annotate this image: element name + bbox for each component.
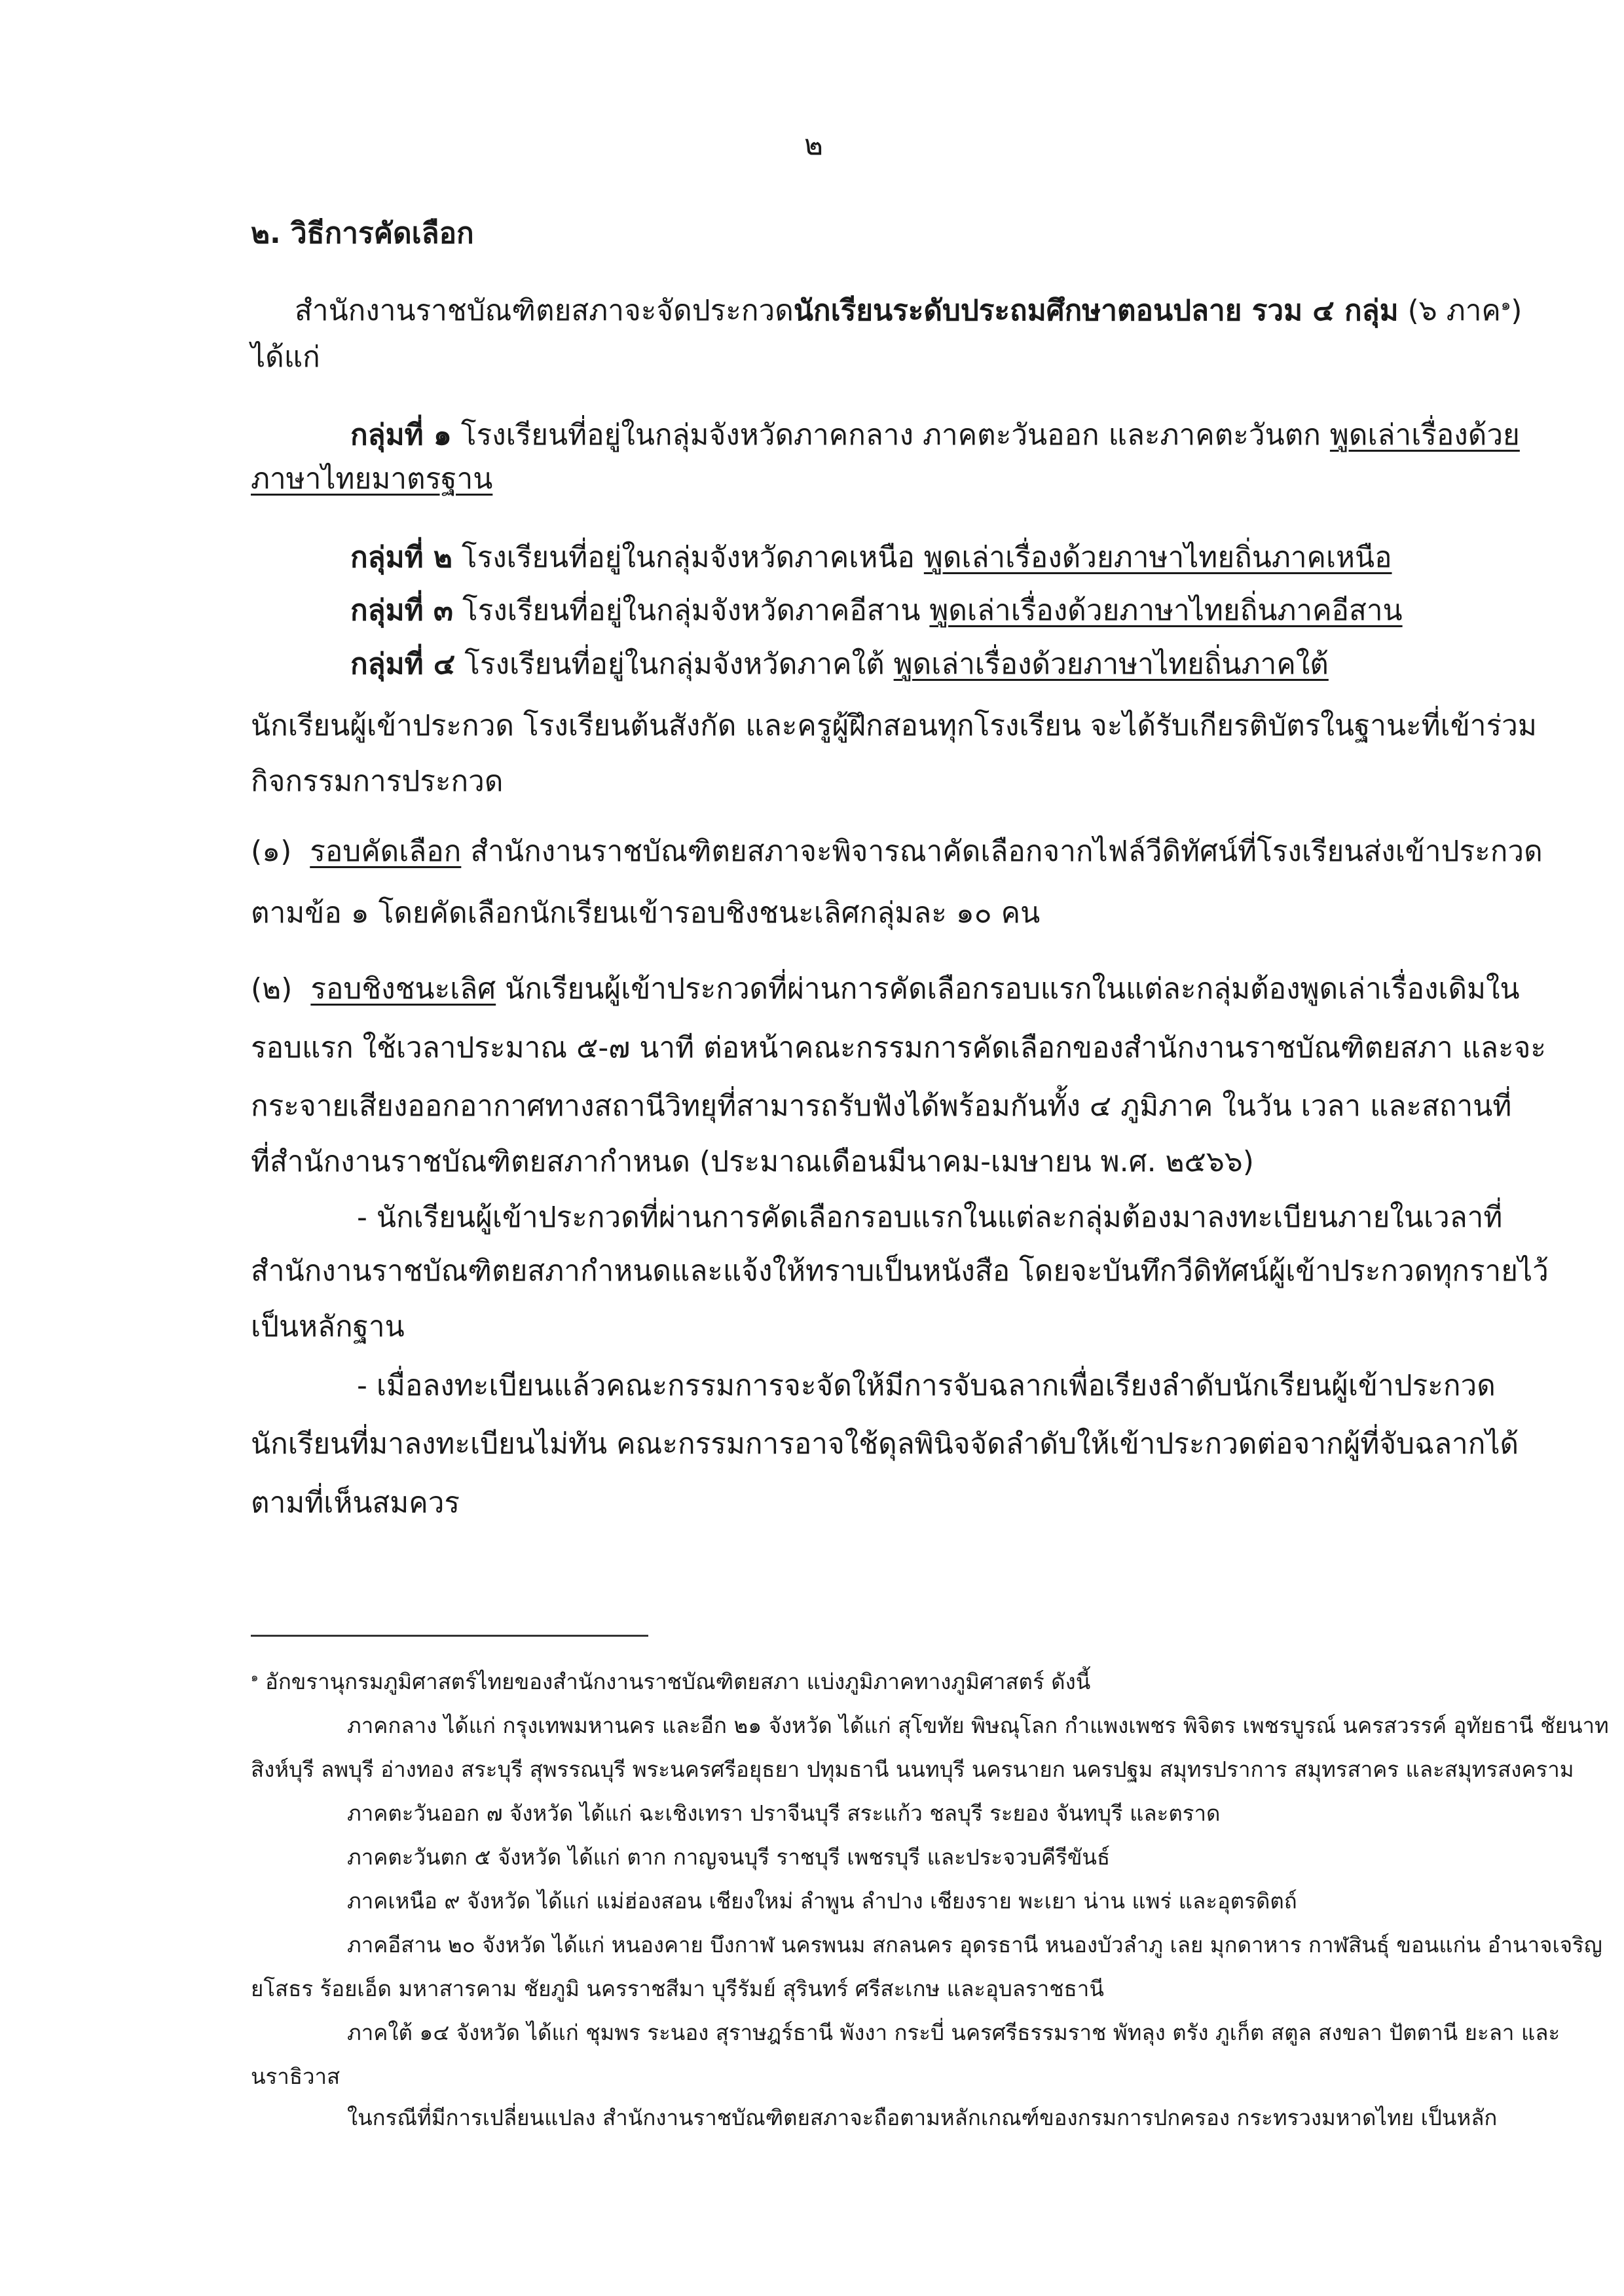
page-number: ๒	[804, 128, 824, 162]
round-text: สำนักงานราชบัณฑิตยสภาจะพิจารณาคัดเลือกจากไฟล์วีดิทัศน์ที่โรงเรียนส่งเข้าประกวด	[461, 835, 1543, 868]
footnote-east: ภาคตะวันออก ๗ จังหวัด ได้แก่ ฉะเชิงเทรา ปราจีนบุรี สระแก้ว ชลบุรี ระยอง จันทบุรี และตราด	[347, 1800, 1221, 1826]
group-text: โรงเรียนที่อยู่ในกลุ่มจังหวัดภาคกลาง ภาคตะวันออก และภาคตะวันตก	[451, 418, 1330, 452]
group-1-item	[350, 418, 1520, 452]
round-title: รอบชิงชนะเลิศ	[310, 972, 496, 1006]
group-speech-type-cont: ภาษาไทยมาตรฐาน	[251, 462, 493, 496]
bullet-2-line-2: นักเรียนที่มาลงทะเบียนไม่ทัน คณะกรรมการอาจใช้ดุลพินิจจัดลำดับให้เข้าประกวดต่อจากผู้ที่จับฉลากได้	[251, 1427, 1519, 1461]
group-speech-type: พูดเล่าเรื่องด้วยภาษาไทยถิ่นภาคเหนือ	[923, 541, 1392, 574]
intro-paren-close: )	[1511, 294, 1522, 327]
bullet-1-line-2: สำนักงานราชบัณฑิตยสภากำหนดและแจ้งให้ทราบเป็นหนังสือ โดยจะบันทึกวีดิทัศน์ผู้เข้าประกวดทุกรายไว้	[251, 1254, 1549, 1288]
round-number: (๒)	[251, 972, 293, 1006]
round-number: (๑)	[251, 835, 292, 868]
certificate-line-2: กิจกรรมการประกวด	[251, 765, 504, 798]
intro-text: สำนักงานราชบัณฑิตยสภาจะจัดประกวด	[295, 294, 794, 327]
intro-bold-text: นักเรียนระดับประถมศึกษาตอนปลาย รวม ๔ กลุ่ม	[793, 294, 1399, 327]
round-1-line-1	[251, 837, 1543, 866]
footnote-north: ภาคเหนือ ๙ จังหวัด ได้แก่ แม่ฮ่องสอน เชียงใหม่ ลำพูน ลำปาง เชียงราย พะเยา น่าน แพร่ และอุตรดิตถ์	[347, 1888, 1297, 1914]
group-text: โรงเรียนที่อยู่ในกลุ่มจังหวัดภาคใต้	[455, 647, 894, 681]
footnote-intro	[251, 1671, 1090, 1692]
intro-paragraph	[295, 294, 1522, 327]
group-speech-type: พูดเล่าเรื่องด้วยภาษาไทยถิ่นภาคอีสาน	[929, 594, 1403, 627]
group-text: โรงเรียนที่อยู่ในกลุ่มจังหวัดภาคอีสาน	[453, 594, 930, 627]
round-1-line-2: ตามข้อ ๑ โดยคัดเลือกนักเรียนเข้ารอบชิงชนะเลิศกลุ่มละ ๑๐ คน	[251, 896, 1041, 930]
round-text: นักเรียนผู้เข้าประกวดที่ผ่านการคัดเลือกรอบแรกในแต่ละกลุ่มต้องพูดเล่าเรื่องเดิมใน	[496, 972, 1520, 1006]
intro-paren-text: (๖ ภาค	[1398, 294, 1501, 327]
group-speech-type: พูดเล่าเรื่องด้วย	[1329, 418, 1520, 452]
footnote-west: ภาคตะวันตก ๕ จังหวัด ได้แก่ ตาก กาญจนบุรี ราชบุรี เพชรบุรี และประจวบคีรีขันธ์	[347, 1844, 1111, 1870]
group-label: กลุ่มที่ ๓	[350, 594, 454, 627]
intro-line-2: ได้แก่	[251, 340, 320, 374]
group-4-item	[350, 647, 1329, 681]
certificate-line-1: นักเรียนผู้เข้าประกวด โรงเรียนต้นสังกัด และครูผู้ฝึกสอนทุกโรงเรียน จะได้รับเกียรติบัตรในฐานะที่เข้าร่วม	[251, 709, 1537, 742]
bullet-1-line-1: - นักเรียนผู้เข้าประกวดที่ผ่านการคัดเลือกรอบแรกในแต่ละกลุ่มต้องมาลงทะเบียนภายในเวลาที่	[357, 1201, 1503, 1234]
round-2-line-1	[251, 972, 1520, 1006]
group-label: กลุ่มที่ ๑	[350, 418, 452, 452]
footnote-south-1: ภาคใต้ ๑๔ จังหวัด ได้แก่ ชุมพร ระนอง สุราษฎร์ธานี พังงา กระบี่ นครศรีธรรมราช พัทลุง ตรัง ภูเก็ต สตูล สงขลา ปัตตานี ยะลา และ	[347, 2020, 1560, 2045]
footnote-change-note: ในกรณีที่มีการเปลี่ยนแปลง สำนักงานราชบัณฑิตยสภาจะถือตามหลักเกณฑ์ของกรมการปกครอง กระทรวงมหาดไทย เป็นหลัก	[347, 2105, 1498, 2130]
footnote-central-1: ภาคกลาง ได้แก่ กรุงเทพมหานคร และอีก ๒๑ จังหวัด ได้แก่ สุโขทัย พิษณุโลก กำแพงเพชร พิจิตร เพชรบูรณ์ นครสวรรค์ อุทัยธานี ชัยนาท	[347, 1713, 1609, 1738]
group-3-item	[350, 596, 1403, 625]
group-speech-type: พูดเล่าเรื่องด้วยภาษาไทยถิ่นภาคใต้	[893, 647, 1329, 681]
round-title: รอบคัดเลือก	[310, 835, 462, 868]
section-heading: ๒. วิธีการคัดเลือก	[251, 217, 474, 250]
group-text: โรงเรียนที่อยู่ในกลุ่มจังหวัดภาคเหนือ	[452, 541, 924, 574]
footnote-central-2: สิงห์บุรี ลพบุรี อ่างทอง สระบุรี สุพรรณบุรี พระนครศรีอยุธยา ปทุมธานี นนทบุรี นครนายก นครปฐม สมุทรปราการ สมุทรสาคร และสมุทรสงคราม	[251, 1757, 1574, 1782]
group-1-item-cont	[251, 462, 493, 496]
group-2-item	[350, 543, 1392, 572]
round-2-line-2: รอบแรก ใช้เวลาประมาณ ๕-๗ นาที ต่อหน้าคณะกรรมการคัดเลือกของสำนักงานราชบัณฑิตยสภา และจะ	[251, 1031, 1547, 1065]
footnote-northeast-2: ยโสธร ร้อยเอ็ด มหาสารคาม ชัยภูมิ นครราชสีมา บุรีรัมย์ สุรินทร์ ศรีสะเกษ และอุบลราชธานี	[251, 1976, 1104, 2001]
round-2-line-3: กระจายเสียงออกอากาศทางสถานีวิทยุที่สามารถรับฟังได้พร้อมกันทั้ง ๔ ภูมิภาค ในวัน เวลา และสถานที่	[251, 1089, 1512, 1123]
group-label: กลุ่มที่ ๒	[350, 541, 452, 574]
footnote-separator	[251, 1635, 648, 1637]
bullet-1-line-3: เป็นหลักฐาน	[251, 1310, 405, 1343]
bullet-2-line-3: ตามที่เห็นสมควร	[251, 1486, 460, 1520]
bullet-2-line-1: - เมื่อลงทะเบียนแล้วคณะกรรมการจะจัดให้มีการจับฉลากเพื่อเรียงลำดับนักเรียนผู้เข้าประกวด	[357, 1369, 1496, 1402]
footnote-intro-text: อักขรานุกรมภูมิศาสตร์ไทยของสำนักงานราชบัณฑิตยสภา แบ่งภูมิภาคทางภูมิศาสตร์ ดังนี้	[258, 1669, 1091, 1694]
footnote-south-2: นราธิวาส	[251, 2064, 341, 2089]
round-2-line-4: ที่สำนักงานราชบัณฑิตยสภากำหนด (ประมาณเดือนมีนาคม-เมษายน พ.ศ. ๒๕๖๖)	[251, 1145, 1254, 1178]
group-label: กลุ่มที่ ๔	[350, 647, 456, 681]
footnote-mark: ๑	[251, 1671, 259, 1685]
footnote-northeast-1: ภาคอีสาน ๒๐ จังหวัด ได้แก่ หนองคาย บึงกาฬ นครพนม สกลนคร อุดรธานี หนองบัวลำภู เลย มุกดาหาร กาฬสินธุ์ ขอนแก่น อำนาจเจริญ	[347, 1932, 1602, 1958]
footnote-reference[interactable]: ๑	[1500, 295, 1511, 314]
